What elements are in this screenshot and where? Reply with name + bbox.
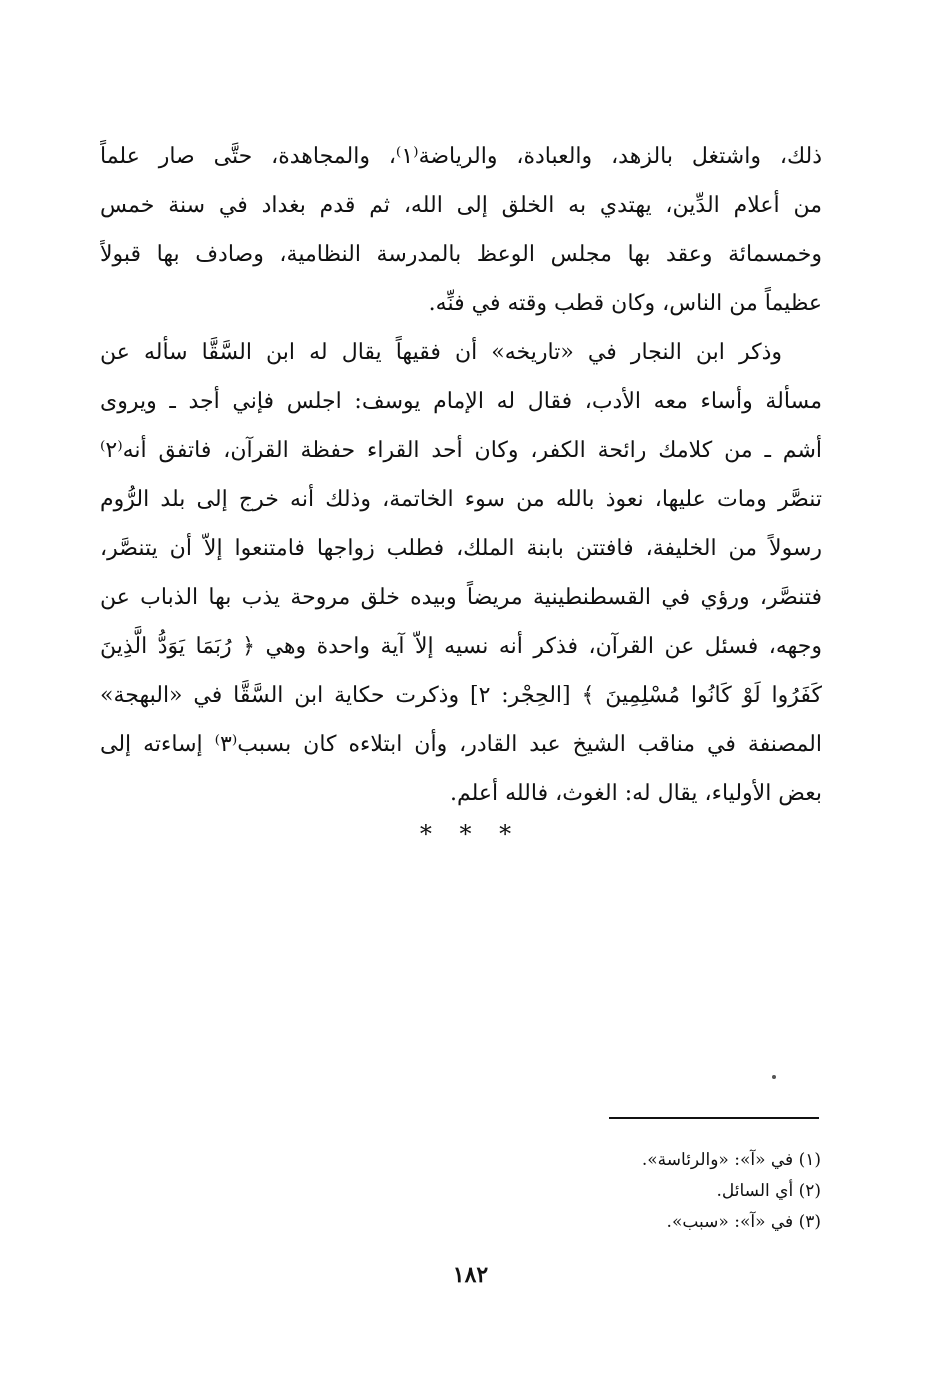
text-line-13: المصنفة في مناقب الشيخ عبد القادر، وأن ابتلاءه كان بسبب⁽٣⁾ إساءته إلى [100, 732, 822, 757]
text-line-6: مسألة وأساء معه الأدب، فقال له الإمام يوسف: اجلس فإني أجد ـ ويروى [100, 389, 822, 414]
text-line-1: ذلك، واشتغل بالزهد، والعبادة، والرياضة⁽١⁾، والمجاهدة، حتَّى صار علماً [100, 144, 822, 169]
text-line-12: كَفَرُوا لَوْ كَانُوا مُسْلِمِينَ ﴾ [الحِجْر: ٢] وذكرت حكاية ابن السَّقَّا في «البهجة» [100, 683, 822, 708]
text-line-7: أشم ـ من كلامك رائحة الكفر، وكان أحد القراء حفظة القرآن، فاتفق أنه⁽٢⁾ [100, 438, 822, 463]
footnotes [421, 1145, 821, 1238]
text-line-8: تنصَّر ومات عليها، نعوذ بالله من سوء الخاتمة، وذلك أنه خرج إلى بلد الرُّوم [100, 487, 822, 512]
text-line-14: بعض الأولياء، يقال له: الغوث، فالله أعلم. [449, 781, 822, 806]
scan-speck [772, 1075, 776, 1079]
main-text [100, 132, 822, 818]
text-line-10: فتنصَّر، ورؤي في القسطنطينية مريضاً وبيده خلق مروحة يذب بها الذباب عن [100, 585, 822, 610]
text-line-11: وجهه، فسئل عن القرآن، فذكر أنه نسيه إلاّ آية واحدة وهي ﴿ رُبَمَا يَوَدُّ الَّذِينَ [100, 634, 822, 659]
text-line-4: عظيماً من الناس، وكان قطب وقته في فنِّه. [428, 291, 822, 316]
footnote-rule [609, 1117, 819, 1119]
text-line-9: رسولاً من الخليفة، فافتتن بابنة الملك، فطلب زواجها فامتنعوا إلاّ أن يتنصَّر، [100, 536, 822, 561]
section-separator: * * * [419, 820, 522, 848]
text-line-3: وخمسمائة وعقد بها مجلس الوعظ بالمدرسة النظامية، وصادف بها قبولاً [100, 242, 822, 267]
footnote-3: (٣) في «آ»: «سبب». [666, 1212, 821, 1232]
page-number: ١٨٢ [452, 1262, 489, 1288]
footnote-1: (١) في «آ»: «والرئاسة». [641, 1150, 821, 1170]
text-line-2: من أعلام الدِّين، يهتدي به الخلق إلى الله، ثم قدم بغداد في سنة خمس [100, 193, 822, 218]
footnote-2: (٢) أي السائل. [716, 1181, 821, 1201]
text-line-5: وذكر ابن النجار في «تاريخه» أن فقيهاً يقال له ابن السَّقَّا سأله عن [100, 340, 782, 365]
